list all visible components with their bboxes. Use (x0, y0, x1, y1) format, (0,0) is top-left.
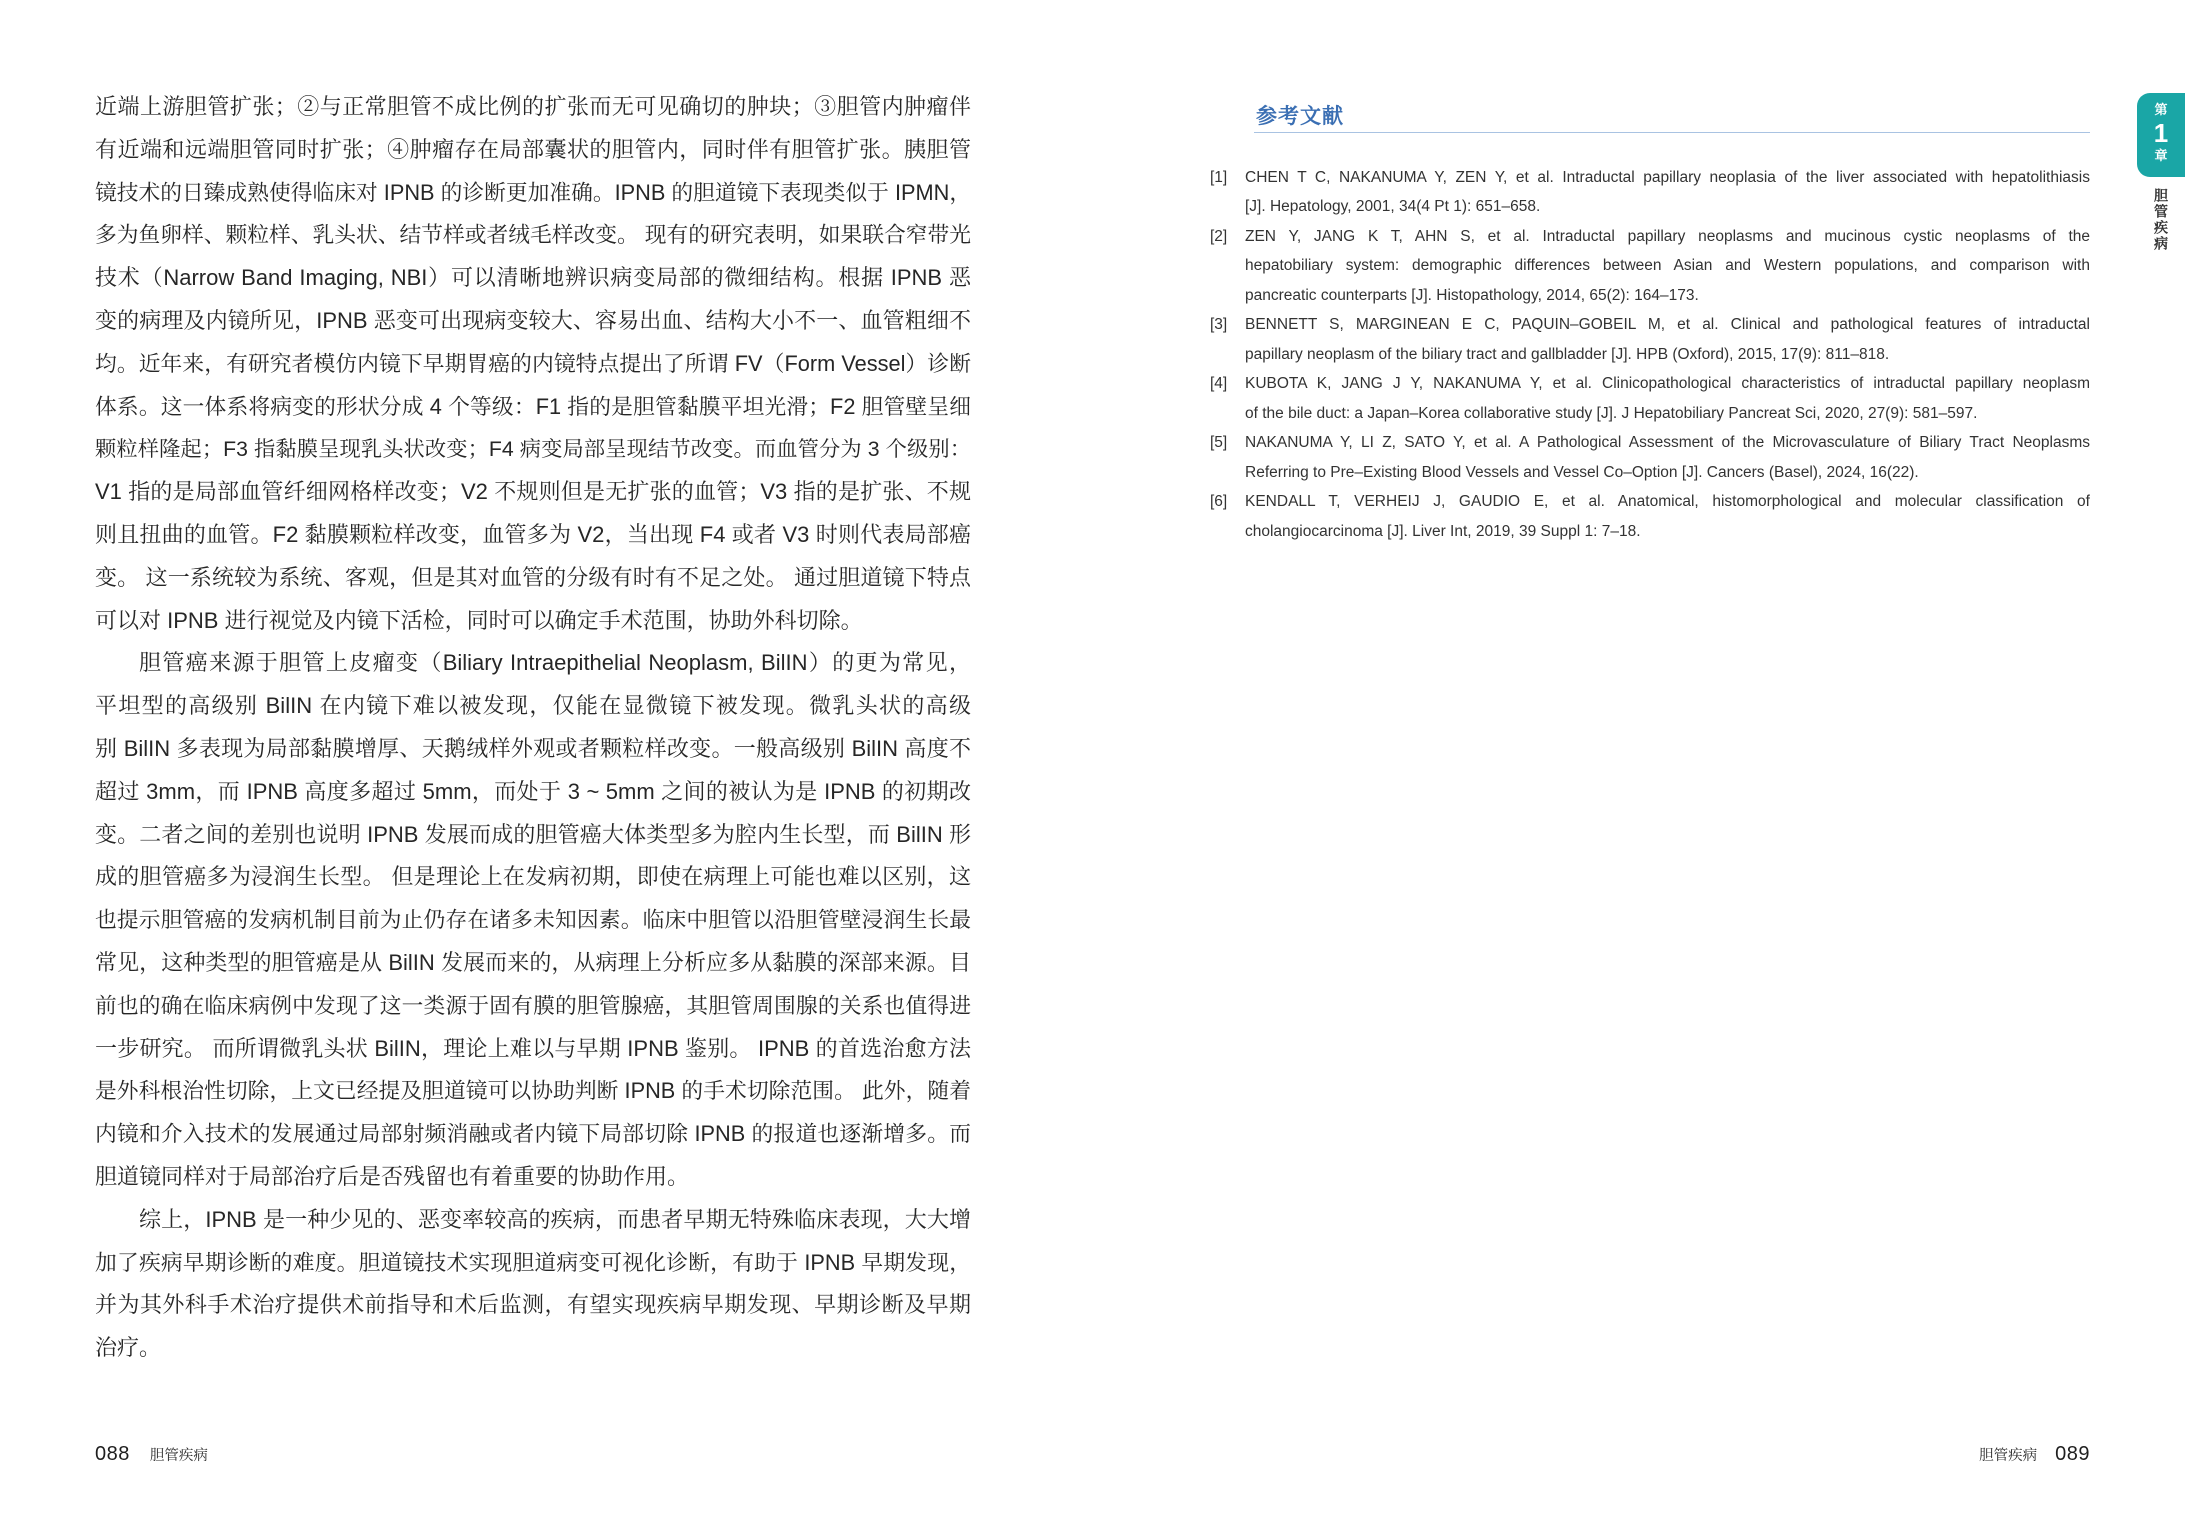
body-paragraph (95, 86, 971, 642)
reference-line: CHEN T C, NAKANUMA Y, ZEN Y, et al. Intraductal papillary neoplasia of the liver associated with hepatolithiasis (1245, 168, 2090, 186)
text-line: 均。近年来，有研究者模仿内镜下早期胃癌的内镜特点提出了所谓 FV（Form Vessel）诊断 (95, 350, 971, 376)
text-line: 内镜和介入技术的发展通过局部射频消融或者内镜下局部切除 IPNB 的报道也逐渐增多。而 (95, 1121, 971, 1147)
text-line: 超过 3mm，而 IPNB 高度多超过 5mm，而处于 3 ~ 5mm 之间的被认为是 IPNB 的初期改 (95, 778, 971, 804)
text-line: 胆管癌来源于胆管上皮瘤变（Biliary Intraepithelial Neoplasm, BilIN）的更为常见， (139, 650, 971, 676)
reference-line: hepatobiliary system: demographic differences between Asian and Western populations, and comparison with (1245, 257, 2090, 274)
reference-line: KUBOTA K, JANG J Y, NAKANUMA Y, et al. Clinicopathological characteristics of intraductal papillary neoplasm (1245, 375, 2090, 392)
reference-number: [6] (1210, 493, 1228, 510)
running-head: 胆管疾病 (149, 1447, 208, 1464)
reference-line: BENNETT S, MARGINEAN E C, PAQUIN–GOBEIL M, et al. Clinical and pathological features of intraductal (1245, 316, 2090, 333)
text-line: 有近端和远端胆管同时扩张；④肿瘤存在局部囊状的胆管内，同时伴有胆管扩张。胰胆管 (95, 136, 971, 162)
text-line: 别 BilIN 多表现为局部黏膜增厚、天鹅绒样外观或者颗粒样改变。一般高级别 BilIN 高度不 (95, 735, 971, 761)
reference-item (1210, 163, 2090, 222)
reference-line: Referring to Pre–Existing Blood Vessels and Vessel Co–Option [J]. Cancers (Basel), 2024, 16(22). (1245, 463, 1919, 481)
text-line: 治疗。 (95, 1335, 162, 1361)
references-divider (1254, 132, 2090, 133)
text-line: 成的胆管癌多为浸润生长型。 但是理论上在发病初期，即使在病理上可能也难以区别，这 (95, 864, 971, 890)
left-page-footer (95, 1440, 208, 1468)
reference-number: [2] (1210, 227, 1228, 245)
reference-line: NAKANUMA Y, LI Z, SATO Y, et al. A Pathological Assessment of the Microvasculature of Biliary Tract Neoplasms (1245, 434, 2090, 451)
text-line: 胆道镜同样对于局部治疗后是否残留也有着重要的协助作用。 (95, 1163, 690, 1189)
body-paragraph (95, 1199, 971, 1370)
reference-item (1210, 369, 2090, 428)
text-line: 则且扭曲的血管。F2 黏膜颗粒样改变，血管多为 V2，当出现 F4 或者 V3 时则代表局部癌 (95, 521, 971, 547)
reference-number: [4] (1210, 375, 1228, 392)
reference-line: papillary neoplasm of the biliary tract and gallbladder [J]. HPB (Oxford), 2015, 17(9): 811–818. (1245, 345, 1890, 363)
reference-line: of the bile duct: a Japan–Korea collaborative study [J]. J Hepatobiliary Pancreat Sci, 2020, 27(9): 581–597. (1245, 404, 1978, 422)
reference-line: [J]. Hepatology, 2001, 34(4 Pt 1): 651–658. (1245, 198, 1541, 215)
text-line: 可以对 IPNB 进行视觉及内镜下活检，同时可以确定手术范围，协助外科切除。 (95, 607, 863, 633)
text-line: 体系。这一体系将病变的形状分成 4 个等级：F1 指的是胆管黏膜平坦光滑；F2 胆管壁呈细 (95, 393, 971, 419)
body-paragraph (95, 642, 971, 1198)
right-page-footer (1979, 1440, 2090, 1468)
text-line: 加了疾病早期诊断的难度。胆道镜技术实现胆道病变可视化诊断，有助于 IPNB 早期发现， (95, 1249, 971, 1275)
references-heading: 参考文献 (1256, 105, 1344, 128)
chapter-prefix: 第 (2154, 102, 2168, 117)
reference-line: pancreatic counterparts [J]. Histopathology, 2014, 65(2): 164–173. (1245, 286, 1699, 304)
reference-number: [1] (1210, 168, 1228, 186)
chapter-tab (2137, 93, 2185, 177)
running-head: 胆管疾病 (1979, 1447, 2038, 1464)
text-line: 多为鱼卵样、颗粒样、乳头状、结节样或者绒毛样改变。 现有的研究表明，如果联合窄带光 (95, 222, 972, 248)
text-line: 并为其外科手术治疗提供术前指导和术后监测，有望实现疾病早期发现、早期诊断及早期 (95, 1292, 971, 1318)
page-number: 088 (95, 1442, 130, 1465)
text-line: 变。 这一系统较为系统、客观，但是其对血管的分级有时有不足之处。 通过胆道镜下特点 (95, 564, 971, 590)
text-line: 近端上游胆管扩张；②与正常胆管不成比例的扩张而无可见确切的肿块；③胆管内肿瘤伴 (95, 94, 971, 119)
text-line: 颗粒样隆起；F3 指黏膜呈现乳头状改变；F4 病变局部呈现结节改变。而血管分为 3 个级别： (95, 437, 971, 462)
reference-line: KENDALL T, VERHEIJ J, GAUDIO E, et al. Anatomical, histomorphological and molecular classification of (1245, 493, 2090, 510)
reference-item (1210, 222, 2090, 311)
text-line: 变的病理及内镜所见，IPNB 恶变可出现病变较大、容易出血、结构大小不一、血管粗细不 (95, 307, 971, 333)
text-line: V1 指的是局部血管纤细网格样改变；V2 不规则但是无扩张的血管；V3 指的是扩张、不规 (95, 479, 971, 505)
text-line: 是外科根治性切除，上文已经提及胆道镜可以协助判断 IPNB 的手术切除范围。 此外，随着 (95, 1078, 971, 1104)
reference-line: ZEN Y, JANG K T, AHN S, et al. Intraductal papillary neoplasms and mucinous cystic neoplasms of the (1245, 227, 2090, 245)
reference-item (1210, 310, 2090, 369)
text-line: 前也的确在临床病例中发现了这一类源于固有膜的胆管腺癌，其胆管周围腺的关系也值得进 (95, 992, 971, 1018)
text-line: 镜技术的日臻成熟使得临床对 IPNB 的诊断更加准确。IPNB 的胆道镜下表现类似于 IPMN， (95, 179, 972, 205)
reference-line: cholangiocarcinoma [J]. Liver Int, 2019, 39 Suppl 1: 7–18. (1245, 522, 1641, 540)
text-line: 一步研究。 而所谓微乳头状 BilIN，理论上难以与早期 IPNB 鉴别。 IPNB 的首选治愈方法 (95, 1035, 971, 1061)
reference-list (1210, 163, 2090, 547)
text-line: 技术（Narrow Band Imaging, NBI）可以清晰地辨识病变局部的微细结构。根据 IPNB 恶 (95, 265, 971, 291)
chapter-title-vertical: 胆管疾病 (2153, 188, 2169, 252)
text-line: 平坦型的高级别 BilIN 在内镜下难以被发现，仅能在显微镜下被发现。微乳头状的高级 (95, 693, 971, 719)
reference-number: [5] (1210, 434, 1228, 451)
text-line: 综上，IPNB 是一种少见的、恶变率较高的疾病，而患者早期无特殊临床表现，大大增 (139, 1206, 971, 1232)
left-page-body (95, 86, 971, 1370)
text-line: 变。二者之间的差别也说明 IPNB 发展而成的胆管癌大体类型多为腔内生长型，而 BilIN 形 (95, 821, 971, 847)
text-line: 常见，这种类型的胆管癌是从 BilIN 发展而来的，从病理上分析应多从黏膜的深部来源。目 (95, 949, 971, 975)
text-line: 也提示胆管癌的发病机制目前为止仍存在诸多未知因素。临床中胆管以沿胆管壁浸润生长最 (95, 907, 971, 933)
page-number: 089 (2055, 1442, 2090, 1465)
reference-item (1210, 428, 2090, 487)
chapter-suffix: 章 (2154, 148, 2168, 163)
reference-number: [3] (1210, 316, 1228, 333)
reference-item (1210, 487, 2090, 546)
chapter-number: 1 (2153, 118, 2169, 148)
